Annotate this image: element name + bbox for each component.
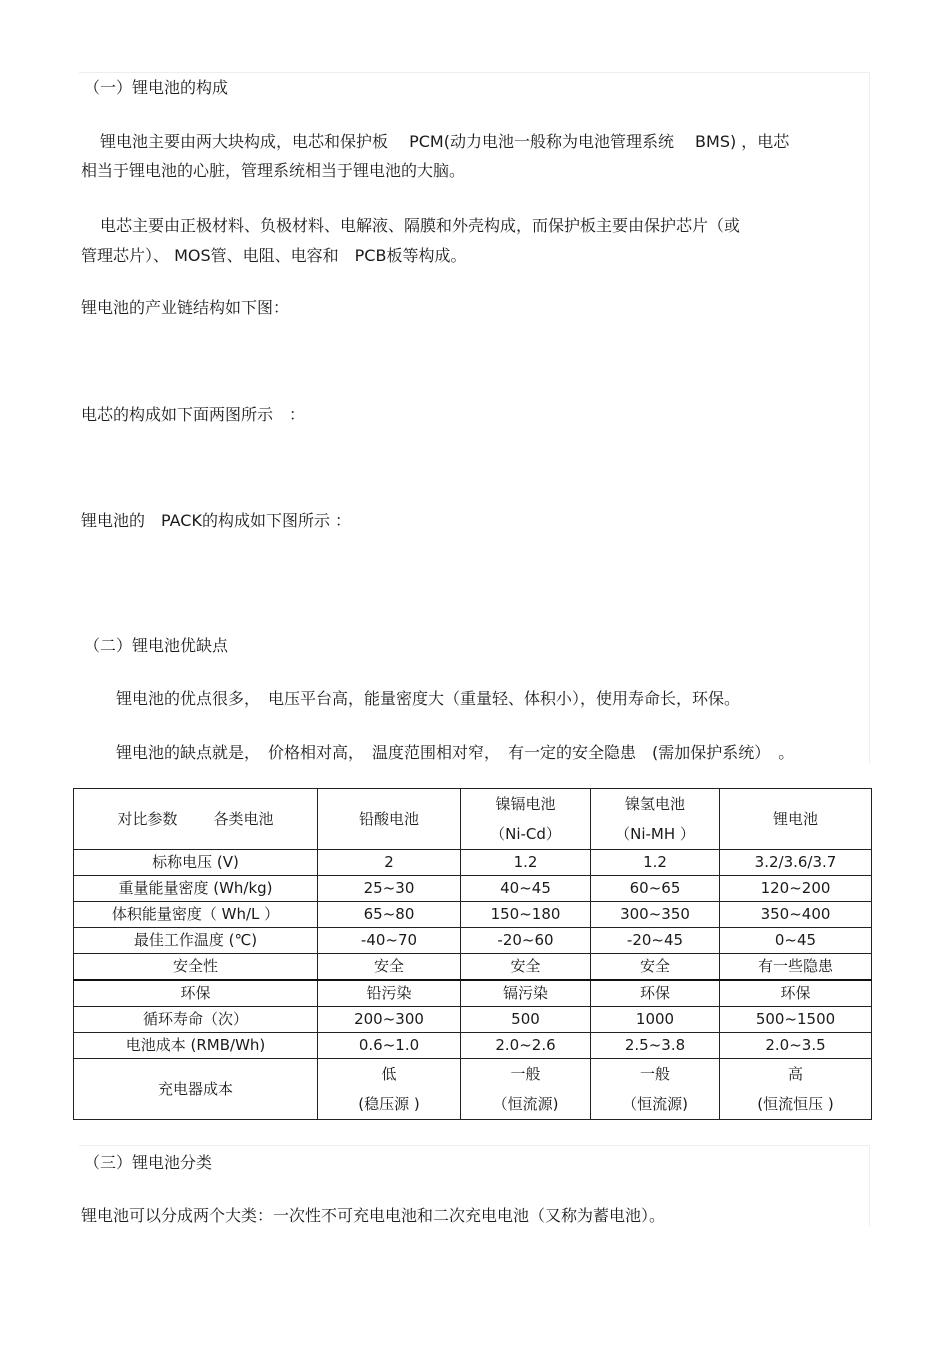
section1-heading: （一）锂电池的构成 <box>84 78 229 97</box>
table-cell: 环保 <box>591 980 720 1007</box>
pack-composition-caption: 锂电池的 PACK的构成如下图所示 ： <box>81 511 352 530</box>
header-col-0: 铅酸电池 <box>318 789 461 850</box>
table-cell: 40~45 <box>461 876 591 902</box>
table-cell: 循环寿命（次） <box>74 1007 318 1033</box>
section1-paragraph1-line2: 相当于锂电池的心脏，管理系统相当于锂电池的大脑。 <box>81 161 466 180</box>
table-cell: 25~30 <box>318 876 461 902</box>
table-cell: 0~45 <box>720 928 872 954</box>
table-row <box>74 1007 872 1033</box>
table-cell: 铅污染 <box>318 980 461 1007</box>
table-cell: 500 <box>461 1007 591 1033</box>
table-cell: 一般 （恒流源) <box>591 1059 720 1120</box>
table-cell: 环保 <box>720 980 872 1007</box>
table-cell: 环保 <box>74 980 318 1007</box>
table-row <box>74 876 872 902</box>
table-cell: 2.0~3.5 <box>720 1033 872 1059</box>
section2-heading: （二）锂电池优缺点 <box>84 636 229 655</box>
table-row <box>74 902 872 928</box>
table-cell: 350~400 <box>720 902 872 928</box>
table-cell: -20~60 <box>461 928 591 954</box>
section1-paragraph1-line1: 锂电池主要由两大块构成，电芯和保护板 PCM(动力电池一般称为电池管理系统 BMS) ，电芯 <box>100 132 790 151</box>
header-col-3: 锂电池 <box>720 789 872 850</box>
table-cell: 低 (稳压源 ) <box>318 1059 461 1120</box>
table-cell: 200~300 <box>318 1007 461 1033</box>
advantages-paragraph: 锂电池的优点很多， 电压平台高，能量密度大（重量轻、体积小），使用寿命长，环保。 <box>116 689 741 708</box>
table-cell: 体积能量密度（ Wh/L ） <box>74 902 318 928</box>
header-param-label: 对比参数 <box>117 810 178 828</box>
table-cell: 0.6~1.0 <box>318 1033 461 1059</box>
header-param-cell <box>74 789 318 850</box>
table-cell: 安全 <box>318 954 461 981</box>
header-col-2: 镍氢电池 （Ni-MH ） <box>591 789 720 850</box>
table-cell: 高 (恒流恒压 ) <box>720 1059 872 1120</box>
section1-paragraph2-line2: 管理芯片）、 MOS管、电阻、电容和 PCB板等构成。 <box>81 246 467 265</box>
table-cell: 安全 <box>591 954 720 981</box>
table-cell: 2 <box>318 850 461 876</box>
table-cell: 1.2 <box>461 850 591 876</box>
section3-paragraph: 锂电池可以分成两个大类：一次性不可充电电池和二次充电电池（又称为蓄电池）。 <box>81 1206 666 1225</box>
table-header-row <box>74 789 872 850</box>
table-cell: 镉污染 <box>461 980 591 1007</box>
table-cell: 有一些隐患 <box>720 954 872 981</box>
disadvantages-paragraph: 锂电池的缺点就是， 价格相对高， 温度范围相对窄， 有一定的安全隐患 (需加保护系统） 。 <box>116 743 795 762</box>
cell-composition-caption: 电芯的构成如下面两图所示 ： <box>81 405 306 424</box>
table-cell: 65~80 <box>318 902 461 928</box>
table-cell: 1.2 <box>591 850 720 876</box>
table-cell: 300~350 <box>591 902 720 928</box>
table-cell: 1000 <box>591 1007 720 1033</box>
table-row <box>74 980 872 1007</box>
table-cell: 2.0~2.6 <box>461 1033 591 1059</box>
table-cell: 最佳工作温度 (℃) <box>74 928 318 954</box>
table-cell: 一般 （恒流源) <box>461 1059 591 1120</box>
table-cell: 500~1500 <box>720 1007 872 1033</box>
table-cell: 安全 <box>461 954 591 981</box>
table-cell: 150~180 <box>461 902 591 928</box>
header-col-1: 镍镉电池 （Ni-Cd） <box>461 789 591 850</box>
table-row <box>74 928 872 954</box>
header-types-label: 各类电池 <box>213 810 274 828</box>
table-cell: 重量能量密度 (Wh/kg) <box>74 876 318 902</box>
table-cell: -40~70 <box>318 928 461 954</box>
table-row-charger-cost <box>74 1059 872 1120</box>
section1-paragraph2-line1: 电芯主要由正极材料、负极材料、电解液、隔膜和外壳构成，而保护板主要由保护芯片（或 <box>100 216 741 235</box>
table-cell: 标称电压 (V) <box>74 850 318 876</box>
table-row <box>74 850 872 876</box>
table-cell: 充电器成本 <box>74 1059 318 1120</box>
section3-heading: （三）锂电池分类 <box>84 1153 213 1172</box>
table-cell: 2.5~3.8 <box>591 1033 720 1059</box>
table-row <box>74 1033 872 1059</box>
table-cell: -20~45 <box>591 928 720 954</box>
table-cell: 电池成本 (RMB/Wh) <box>74 1033 318 1059</box>
table-cell: 3.2/3.6/3.7 <box>720 850 872 876</box>
battery-comparison-table <box>73 788 872 1120</box>
table-cell: 60~65 <box>591 876 720 902</box>
table-row <box>74 954 872 981</box>
industry-chain-caption: 锂电池的产业链结构如下图： <box>81 298 290 317</box>
table-cell: 120~200 <box>720 876 872 902</box>
table-cell: 安全性 <box>74 954 318 981</box>
